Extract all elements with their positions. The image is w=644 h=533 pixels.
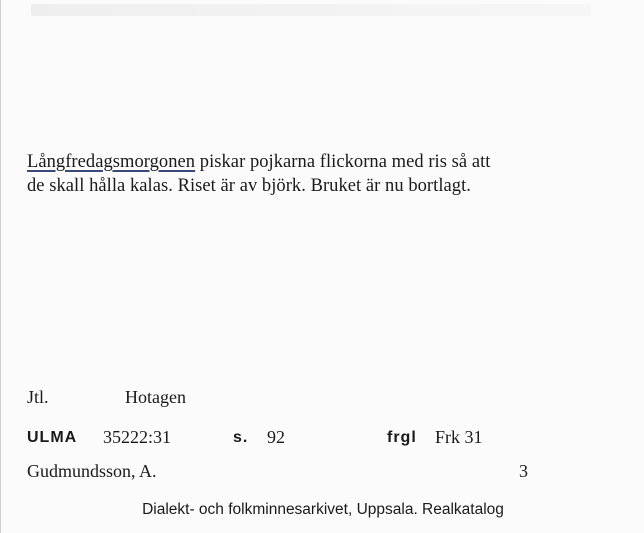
recorder-name: Gudmundsson, A. bbox=[27, 461, 157, 481]
parish-name: Hotagen bbox=[125, 387, 186, 407]
frgl-label: frgl bbox=[387, 429, 417, 446]
body-line-1 bbox=[27, 150, 627, 174]
faint-bleedthrough bbox=[31, 4, 591, 16]
district-label: Jtl. bbox=[27, 387, 49, 407]
page-label: s. bbox=[233, 429, 249, 446]
page-number: 92 bbox=[267, 427, 285, 447]
body-line-1-rest: piskar pojkarna flickorna med ris så att bbox=[195, 152, 491, 172]
archive-footer: Dialekt- och folkminnesarkivet, Uppsala. Realkatalog bbox=[142, 501, 504, 518]
frgl-value: Frk 31 bbox=[435, 427, 483, 447]
ulma-label: ULMA bbox=[27, 429, 78, 446]
body-line-2: de skall hålla kalas. Riset är av björk. Bruket är nu bortlagt. bbox=[27, 176, 471, 196]
underlined-keyword: Långfredagsmorgonen bbox=[27, 152, 196, 172]
ulma-number: 35222:31 bbox=[103, 427, 172, 447]
card-body-text bbox=[27, 150, 627, 198]
card-number: 3 bbox=[519, 461, 528, 481]
